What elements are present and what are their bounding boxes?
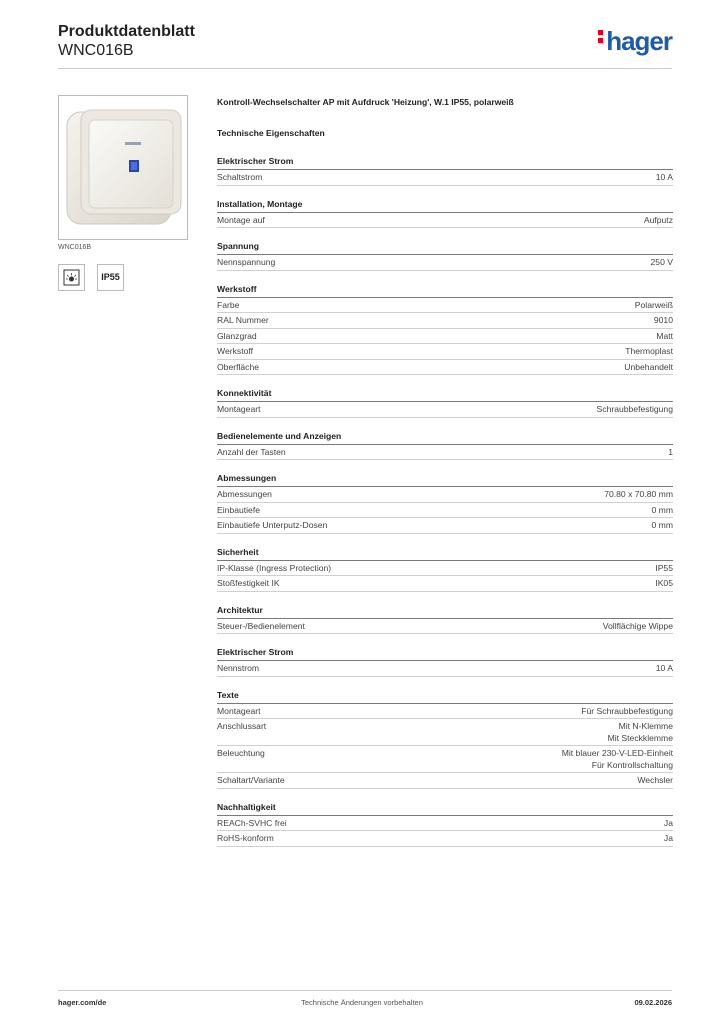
spec-section [217, 156, 673, 186]
spec-row [217, 329, 673, 345]
spec-value-line: IP55 [655, 562, 673, 573]
spec-section [217, 388, 673, 418]
spec-row [217, 773, 673, 789]
spec-value [656, 663, 673, 675]
spec-sections [217, 156, 673, 847]
spec-label: RAL Nummer [217, 315, 269, 325]
spec-row [217, 561, 673, 577]
spec-value-line: 9010 [653, 315, 673, 325]
ip-rating-badge: IP55 [97, 264, 124, 291]
spec-row [217, 298, 673, 314]
spec-value-line: 0 mm [651, 520, 673, 530]
spec-section [217, 690, 673, 789]
spec-label: Nennspannung [217, 257, 276, 267]
spec-section [217, 199, 673, 229]
spec-content [217, 97, 673, 860]
spec-value-line: Für Schraubbefestigung [581, 705, 673, 716]
spec-value-line: Matt [656, 330, 673, 341]
section-title: Spannung [217, 241, 673, 255]
spec-value [635, 300, 673, 312]
header-divider [58, 68, 672, 69]
spec-section [217, 647, 673, 677]
spec-value-line: 0 mm [651, 504, 673, 515]
logo-dots-icon [598, 27, 603, 46]
spec-label: IP-Klasse (Ingress Protection) [217, 562, 332, 573]
spec-row [217, 445, 673, 461]
spec-value-line: 1 [668, 446, 673, 457]
switch-image-icon [59, 96, 187, 239]
footer-divider [58, 990, 672, 991]
spec-label: Einbautiefe [217, 504, 261, 515]
spec-label: Stoßfestigkeit IK [217, 578, 280, 588]
section-title: Architektur [217, 605, 673, 619]
document-title: Produktdatenblatt [58, 23, 195, 40]
spec-label: Schaltart/Variante [217, 775, 285, 785]
spec-value [597, 404, 673, 416]
spec-label: Schaltstrom [217, 172, 263, 182]
spec-row [217, 503, 673, 519]
footer-notice: Technische Änderungen vorbehalten [301, 998, 423, 1007]
spec-row [217, 746, 673, 773]
spec-value [655, 563, 673, 575]
section-title: Konnektivität [217, 388, 673, 402]
spec-value-line: 10 A [655, 172, 673, 182]
spec-value-line: Mit Steckklemme [607, 732, 673, 743]
spec-section [217, 284, 673, 376]
spec-section [217, 473, 673, 534]
spec-value [562, 748, 673, 771]
product-image [58, 95, 188, 240]
spec-value [652, 520, 673, 532]
spec-value [608, 721, 673, 744]
section-title: Elektrischer Strom [217, 647, 673, 661]
spec-value [656, 331, 673, 343]
spec-value [664, 833, 673, 845]
spec-value-line: Ja [663, 817, 673, 828]
hager-logo [598, 26, 672, 57]
spec-row [217, 719, 673, 746]
spec-value [652, 505, 673, 517]
spec-label: Steuer-/Bedienelement [217, 620, 305, 631]
lamp-badge [58, 264, 85, 291]
spec-value [603, 621, 673, 633]
spec-row [217, 213, 673, 229]
spec-section [217, 605, 673, 635]
spec-value [664, 818, 673, 830]
spec-value-line: IK05 [655, 578, 673, 588]
spec-section [217, 431, 673, 461]
footer-website: hager.com/de [58, 998, 107, 1007]
spec-value-line: Vollflächige Wippe [602, 620, 673, 631]
lamp-icon [59, 265, 84, 290]
spec-value-line: 250 V [650, 257, 673, 267]
spec-value-line: Mit N-Klemme [618, 721, 673, 731]
spec-label: Glanzgrad [217, 330, 257, 341]
spec-label: Anschlussart [217, 721, 267, 731]
spec-label: Anzahl der Tasten [217, 446, 286, 457]
spec-value-line: Mit blauer 230-V-LED-Einheit [561, 748, 673, 758]
spec-value [651, 257, 673, 269]
spec-label: Abmessungen [217, 489, 272, 499]
spec-label: Montageart [217, 705, 261, 716]
spec-value [656, 172, 673, 184]
spec-row [217, 402, 673, 418]
section-title: Abmessungen [217, 473, 673, 487]
spec-value [644, 215, 673, 227]
spec-value-line: Schraubbefestigung [596, 404, 673, 414]
spec-value [604, 489, 673, 501]
section-title: Texte [217, 690, 673, 704]
product-description: Kontroll-Wechselschalter AP mit Aufdruck 'Heizung', W.1 IP55, polarweiß [217, 97, 514, 107]
spec-label: Nennstrom [217, 663, 260, 673]
spec-value-line: Thermoplast [625, 346, 673, 356]
spec-value-line: Aufputz [643, 214, 673, 225]
spec-label: Einbautiefe Unterputz-Dosen [217, 520, 328, 530]
spec-value-line: Ja [663, 833, 673, 843]
spec-label: RoHS-konform [217, 833, 274, 843]
spec-label: Beleuchtung [217, 748, 265, 758]
section-title: Bedienelemente und Anzeigen [217, 431, 673, 445]
spec-value-line: 70.80 x 70.80 mm [604, 489, 673, 499]
section-title: Sicherheit [217, 547, 673, 561]
spec-row [217, 619, 673, 635]
spec-value [668, 447, 673, 459]
spec-heading: Technische Eigenschaften [217, 128, 325, 138]
spec-value-line: 10 A [655, 663, 673, 673]
spec-label: Montage auf [217, 214, 265, 225]
product-code: WNC016B [58, 42, 134, 59]
spec-label: REACh-SVHC frei [217, 817, 287, 828]
spec-row [217, 487, 673, 503]
spec-value-line: Polarweiß [634, 299, 673, 310]
spec-row [217, 661, 673, 677]
spec-value [655, 578, 673, 590]
spec-label: Oberfläche [217, 361, 260, 372]
spec-row [217, 518, 673, 534]
spec-row [217, 255, 673, 271]
section-title: Nachhaltigkeit [217, 802, 673, 816]
spec-label: Montageart [217, 404, 261, 414]
spec-row [217, 831, 673, 847]
document-header [58, 22, 195, 60]
spec-row [217, 170, 673, 186]
spec-value [624, 362, 673, 374]
spec-section [217, 802, 673, 847]
spec-row [217, 816, 673, 832]
section-title: Werkstoff [217, 284, 673, 298]
spec-label: Farbe [217, 299, 240, 310]
logo-text: hager [606, 26, 672, 56]
spec-row [217, 704, 673, 720]
spec-value-line: Unbehandelt [624, 361, 673, 372]
spec-value-line: Wechsler [637, 775, 673, 785]
spec-value [625, 346, 673, 358]
spec-label: Werkstoff [217, 346, 253, 356]
section-title: Installation, Montage [217, 199, 673, 213]
section-title: Elektrischer Strom [217, 156, 673, 170]
spec-row [217, 360, 673, 376]
spec-row [217, 576, 673, 592]
spec-row [217, 344, 673, 360]
spec-value-line: Für Kontrollschaltung [591, 759, 673, 770]
image-caption: WNC016B [58, 244, 92, 251]
spec-value [637, 775, 673, 787]
spec-value [654, 315, 673, 327]
spec-section [217, 241, 673, 271]
spec-row [217, 313, 673, 329]
spec-section [217, 547, 673, 592]
spec-value [581, 706, 673, 718]
footer-date: 09.02.2026 [634, 998, 672, 1007]
